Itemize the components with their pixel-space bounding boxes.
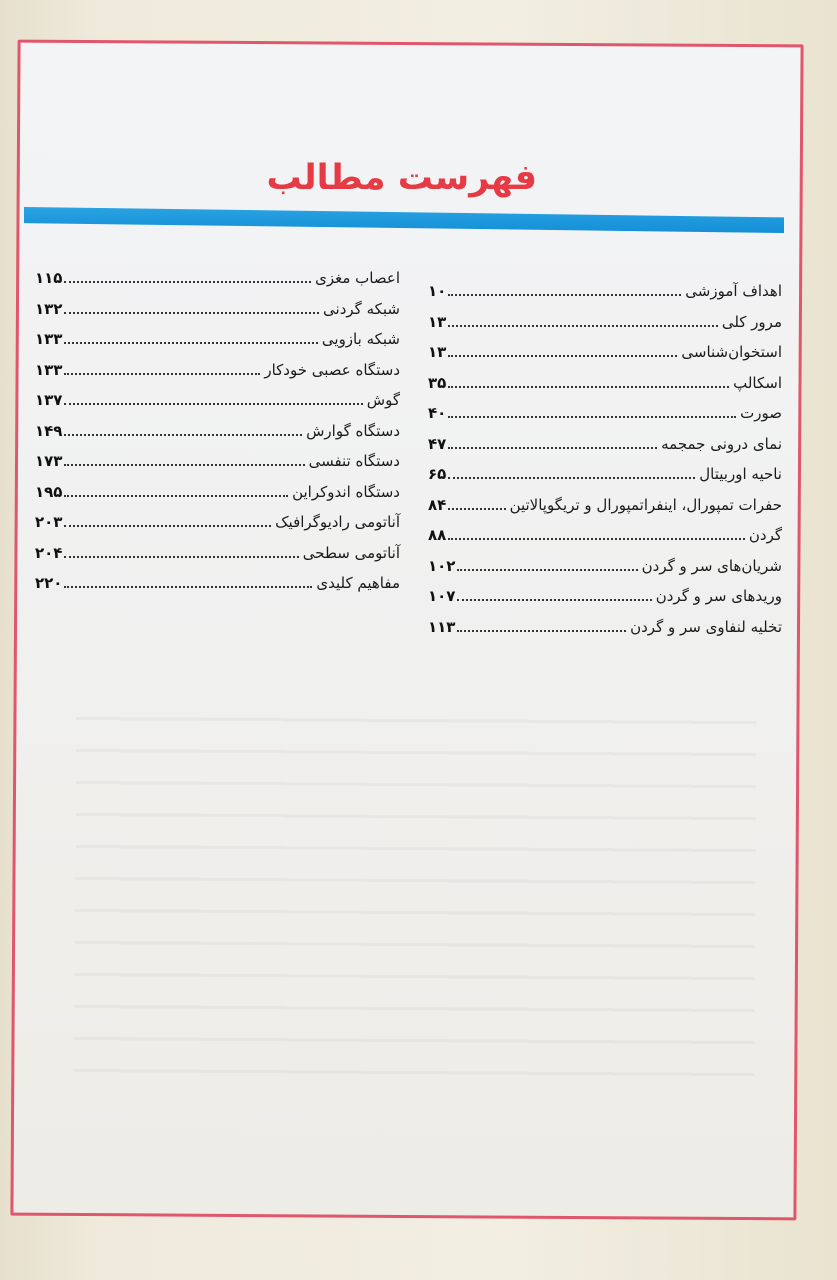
toc-page-number: ۱۰۲ [428, 556, 456, 575]
toc-leader-dots [64, 525, 271, 527]
toc-row[interactable] [35, 300, 400, 331]
toc-page-number: ۱۳۳ [35, 330, 63, 348]
toc-leader-dots [448, 508, 505, 510]
toc-row[interactable] [35, 452, 400, 483]
toc-row[interactable] [428, 404, 782, 435]
toc-page-number: ۱۰۷ [428, 587, 456, 605]
show-through-text [74, 693, 756, 1097]
toc-leader-dots [448, 294, 681, 296]
toc-leader-dots [457, 569, 637, 571]
toc-leader-dots [448, 416, 736, 418]
toc-page-number: ۱۳۷ [35, 391, 63, 409]
toc-page-number: ۱۳ [428, 312, 447, 331]
toc-entry-title: دستگاه گوارش [306, 421, 400, 440]
toc-leader-dots [448, 325, 718, 327]
toc-page-number: ۶۵ [428, 465, 447, 483]
toc-page-number: ۱۴۹ [35, 421, 63, 440]
toc-page-number: ۸۸ [428, 526, 447, 544]
toc-leader-dots [64, 342, 317, 344]
toc-page-number: ۱۳ [428, 343, 447, 361]
toc-row[interactable] [35, 544, 400, 575]
toc-entry-title: گوش [366, 391, 400, 409]
toc-page-number: ۱۳۳ [35, 360, 63, 379]
toc-page-number: ۴۷ [428, 434, 447, 453]
toc-entry-title: مفاهیم کلیدی [316, 574, 400, 592]
toc-page-number: ۱۱۳ [428, 617, 456, 636]
toc-entry-title: اهداف آموزشی [685, 282, 782, 300]
toc-page-number: ۱۳۲ [35, 299, 63, 318]
toc-page-number: ۱۱۵ [35, 269, 63, 287]
toc-entry-title: اسکالپ [733, 373, 782, 392]
toc-leader-dots [448, 447, 657, 449]
toc-row[interactable] [428, 587, 782, 618]
toc-page-number: ۱۹۵ [35, 482, 63, 501]
toc-entry-title: ناحیه اوربیتال [699, 465, 782, 483]
toc-page-number: ۲۰۴ [35, 543, 63, 562]
toc-row[interactable] [428, 526, 782, 557]
toc-leader-dots [64, 312, 319, 314]
toc-entry-title: وریدهای سر و گردن [655, 587, 782, 605]
toc-entry-title: صورت [740, 404, 782, 422]
toc-leader-dots [64, 556, 298, 558]
toc-entry-title: نمای درونی جمجمه [661, 434, 782, 453]
toc-leader-dots [457, 630, 626, 632]
toc-entry-title: دستگاه اندوکراین [292, 482, 400, 501]
toc-page-number: ۲۰۳ [35, 513, 63, 531]
toc-page-number: ۱۰ [428, 282, 447, 300]
toc-entry-title: دستگاه عصبی خودکار [264, 360, 400, 379]
toc-entry-title: آناتومی سطحی [302, 543, 400, 562]
toc-leader-dots [64, 495, 288, 497]
toc-leader-dots [64, 434, 302, 436]
toc-entry-title: شبکه گردنی [323, 299, 400, 318]
toc-page-number: ۴۰ [428, 404, 447, 422]
toc-column-left [35, 269, 400, 605]
toc-entry-title: اعصاب مغزی [315, 269, 400, 287]
toc-row[interactable] [428, 618, 782, 649]
toc-row[interactable] [428, 465, 782, 496]
toc-leader-dots [64, 373, 260, 375]
toc-leader-dots [457, 599, 651, 601]
toc-leader-dots [64, 403, 362, 405]
toc-entry-title: دستگاه تنفسی [308, 452, 400, 470]
toc-entry-title: شریان‌های سر و گردن [641, 556, 782, 575]
toc-row[interactable] [428, 557, 782, 588]
toc-entry-title: تخلیه لنفاوی سر و گردن [630, 617, 782, 636]
toc-row[interactable] [35, 513, 400, 544]
toc-page-number: ۲۲۰ [35, 574, 63, 592]
page-title: فهرست مطالب [266, 158, 537, 198]
toc-leader-dots [64, 464, 304, 466]
toc-row[interactable] [428, 374, 782, 405]
toc-row[interactable] [35, 361, 400, 392]
toc-row[interactable] [35, 269, 400, 300]
toc-page-number: ۸۴ [428, 495, 447, 514]
toc-leader-dots [448, 538, 745, 540]
toc-entry-title: مرور کلی [721, 312, 782, 331]
toc-page-number: ۳۵ [428, 373, 447, 392]
toc-entry-title: استخوان‌شناسی [681, 343, 782, 361]
toc-row[interactable] [428, 343, 782, 374]
toc-row[interactable] [35, 330, 400, 361]
toc-row[interactable] [35, 574, 400, 605]
toc-column-right [428, 282, 782, 648]
toc-row[interactable] [35, 391, 400, 422]
toc-leader-dots [448, 386, 729, 388]
toc-entry-title: حفرات تمپورال، اینفراتمپورال و تریگوپالاتین [509, 495, 782, 514]
toc-leader-dots [448, 477, 695, 479]
toc-leader-dots [64, 281, 311, 283]
toc-leader-dots [448, 355, 677, 357]
toc-page-number: ۱۷۳ [35, 452, 63, 470]
toc-row[interactable] [35, 422, 400, 453]
toc-entry-title: گردن [748, 526, 782, 544]
toc-row[interactable] [428, 282, 782, 313]
toc-row[interactable] [428, 313, 782, 344]
toc-row[interactable] [428, 435, 782, 466]
toc-row[interactable] [35, 483, 400, 514]
toc-row[interactable] [428, 496, 782, 527]
toc-leader-dots [64, 586, 312, 588]
toc-entry-title: شبکه بازویی [321, 330, 400, 348]
toc-entry-title: آناتومی رادیوگرافیک [275, 513, 400, 531]
